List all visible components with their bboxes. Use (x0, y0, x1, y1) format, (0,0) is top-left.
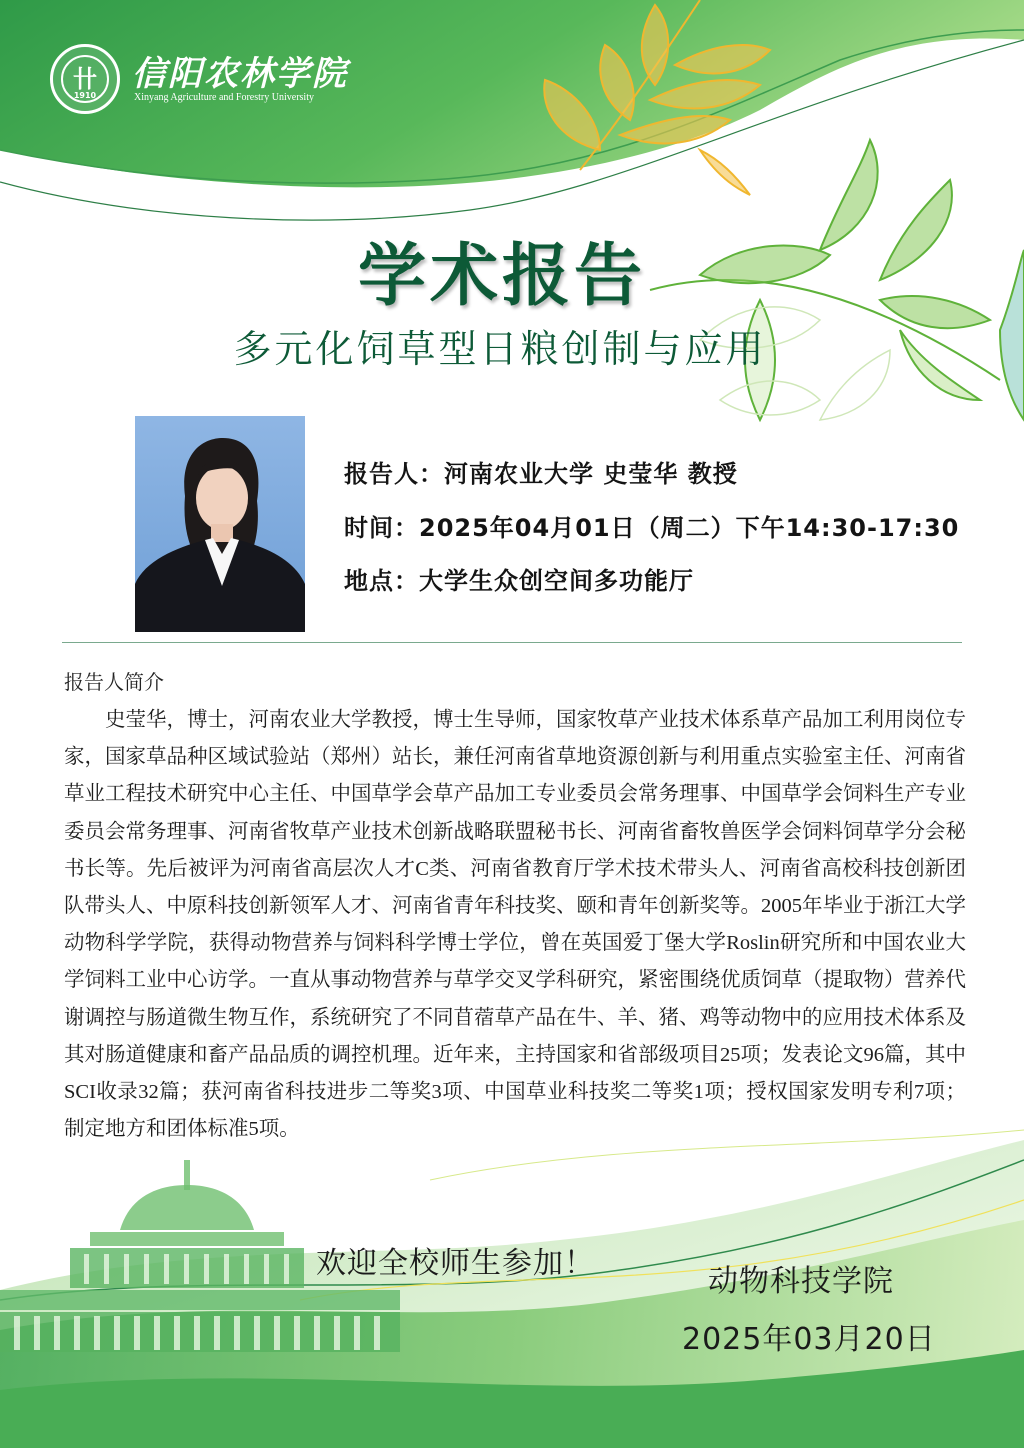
place-line: 地点：大学生众创空间多功能厅 (344, 567, 694, 595)
bio-heading: 报告人简介 (64, 670, 164, 694)
issue-date: 2025年03月20日 (682, 1322, 936, 1357)
university-seal-icon: 卄 1910 (50, 44, 120, 114)
seal-year: 1910 (73, 91, 97, 100)
section-divider (62, 642, 962, 643)
report-topic: 多元化饲草型日粮创制与应用 (233, 327, 767, 371)
time-line: 时间：2025年04月01日（周二）下午14:30-17:30 (344, 514, 960, 542)
speaker-photo (135, 416, 305, 632)
welcome-message: 欢迎全校师生参加！ (316, 1246, 595, 1281)
bio-text: 史莹华，博士，河南农业大学教授，博士生导师，国家牧草产业技术体系草产品加工利用岗位专家，国家草品种区域试验站（郑州）站长，兼任河南省草地资源创新与利用重点实验室主任、河南省草业工程技术研究中心主任、中国草学会草产品加工专业委员会常务理事、中国草学会饲料生产专业委员会常务理事、河南省牧草产业技术创新战略联盟秘书长、河南省畜牧兽医学会饲料饲草学分会秘书长等。先后被评为河南省高层次人才C类、河南省教育厅学术技术带头人、河南省高校科技创新团队带头人、中原科技创新领军人才、河南省青年科技奖、颐和青年创新奖等。2005年毕业于浙江大学动物科学学院，获得动物营养与饲料科学博士学位，曾在英国爱丁堡大学Roslin研究所和中国农业大学饲料工业中心访学。一直从事动物营养与草学交叉学科研究，紧密围绕优质饲草（提取物）营养代谢调控与肠道微生物互作，系统研究了不同苜蓿草产品在牛、羊、猪、鸡等动物中的应用技术体系及其对肠道健康和畜产品品质的调控机理。近年来，主持国家和省部级项目25项；发表论文96篇，其中SCI收录32篇；获河南省科技进步二等奖3项、中国草业科技奖二等奖1项；授权国家发明专利7项；制定地方和团体标准5项。 (64, 709, 966, 1141)
speaker-line: 报告人：河南农业大学 史莹华 教授 (344, 460, 738, 488)
university-name-cn: 信阳农林学院 (132, 54, 348, 94)
organizer-name: 动物科技学院 (708, 1264, 894, 1299)
page-title: 学术报告 (357, 237, 646, 316)
university-name-en: Xinyang Agriculture and Forestry University (134, 92, 314, 103)
university-logo (50, 44, 350, 114)
